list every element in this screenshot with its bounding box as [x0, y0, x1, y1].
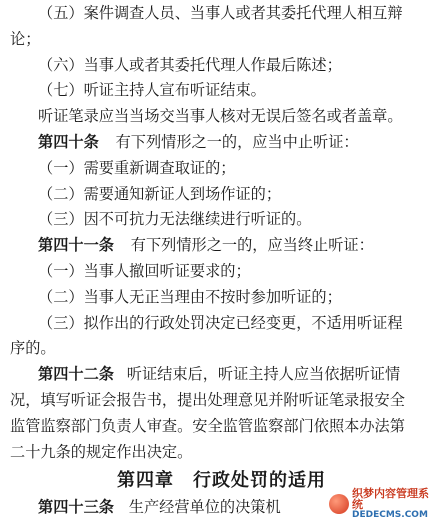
article-40-text: 有下列情形之一的，应当中止听证： [115, 133, 359, 151]
article-41-item-3-cont: 序的。 [10, 339, 56, 358]
line-item-7: （七）听证主持人宣布听证结束。 [38, 81, 266, 100]
article-40-item-2: （二）需要通知新证人到场作证的； [38, 184, 281, 203]
article-42-line-2: 况，填写听证会报告书，提出处理意见并附听证笔录报安全 [10, 391, 405, 409]
line-continuation: 论； [10, 29, 41, 48]
article-40-item-1: （一）需要重新调查取证的； [38, 158, 236, 177]
article-40 [38, 131, 439, 154]
dedecms-logo-icon [329, 494, 349, 514]
line-item-5: （五）案件调查人员、当事人或者其委托代理人相互辩 [38, 4, 403, 22]
article-43-text: 生产经营单位的决策机 [128, 498, 281, 516]
article-41-text: 有下列情形之一的，应当终止听证： [130, 236, 374, 255]
article-40-heading: 第四十条 [38, 133, 99, 151]
article-42-line-1: 听证结束后，听证主持人应当依据听证情 [126, 365, 401, 384]
article-42-line-3: 监管监察部门负责人审查。安全监管监察部门依照本办法第 [10, 416, 405, 435]
chapter-heading: 第四章 行政处罚的适用 [117, 470, 326, 491]
article-41-heading: 第四十一条 [38, 236, 114, 255]
article-41 [38, 234, 439, 257]
article-42-heading: 第四十二条 [38, 365, 114, 384]
watermark-cn: 织梦内容管理系统 [352, 486, 429, 512]
article-42 [38, 363, 439, 386]
line-item-6: （六）当事人或者其委托代理人作最后陈述； [38, 55, 342, 74]
watermark [329, 486, 439, 520]
article-41-item-1: （一）当事人撤回听证要求的； [38, 262, 251, 280]
article-40-item-3: （三）因不可抗力无法继续进行听证的。 [38, 210, 312, 229]
article-41-item-2: （二）当事人无正当理由不按时参加听证的； [38, 287, 342, 306]
article-42-line-4: 二十九条的规定作出决定。 [10, 442, 193, 461]
watermark-en: DEDECMS.COM [352, 509, 428, 520]
line-record-note: 听证笔录应当当场交当事人核对无误后签名或者盖章。 [38, 107, 403, 126]
article-43-heading: 第四十三条 [38, 498, 114, 516]
article-41-item-3: （三）拟作出的行政处罚决定已经变更，不适用听证程 [38, 313, 403, 332]
